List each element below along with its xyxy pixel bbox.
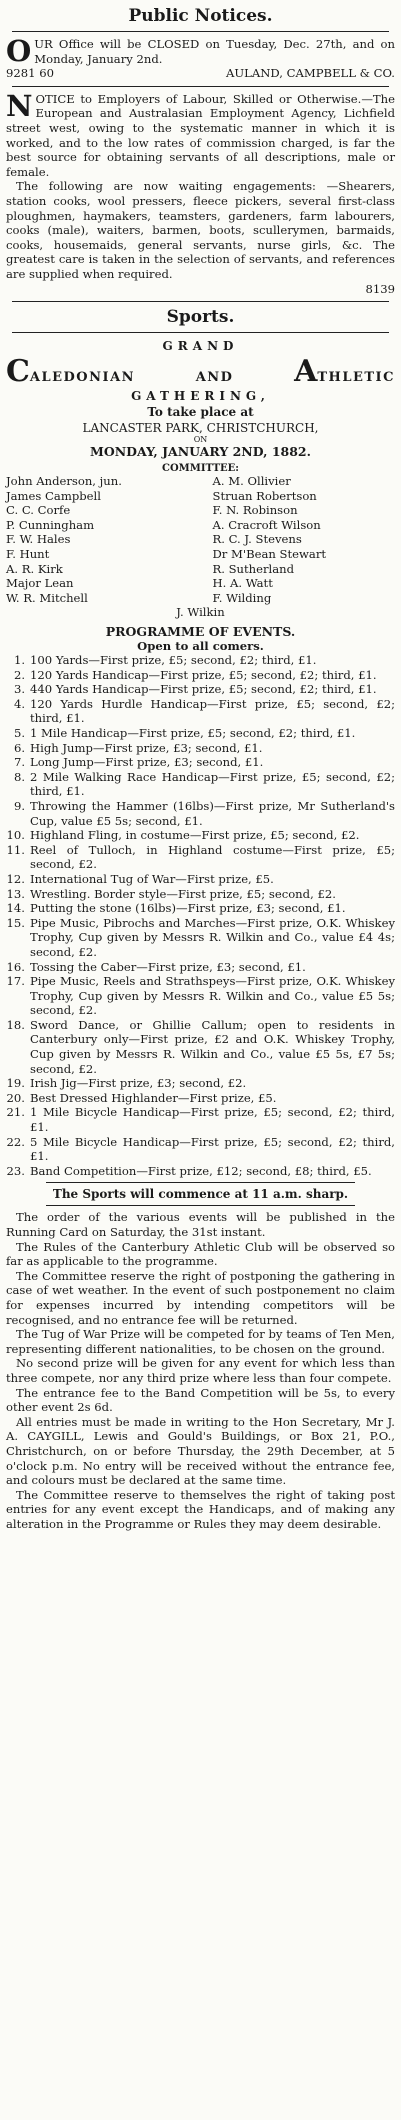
- committee-member: Struan Robertson: [212, 488, 317, 503]
- venue: LANCASTER PARK, CHRISTCHURCH,: [82, 421, 319, 436]
- committee-member: F. W. Hales: [6, 532, 71, 547]
- divider: [46, 1182, 355, 1183]
- committee-member: F. Hunt: [6, 547, 50, 562]
- event-text: Highland Fling, in costume—First prize, £5; second, £2.: [30, 828, 360, 843]
- committee-member: C. C. Corfe: [6, 503, 71, 518]
- event-item: [6, 799, 395, 828]
- event-text: 120 Yards Hurdle Handicap—First prize, £5; second, £2; third, £1.: [30, 696, 395, 726]
- event-date: MONDAY, JANUARY 2ND, 1882.: [90, 444, 311, 460]
- caledonian-athletic-title: CALEDONIAN AND ATHLETIC: [6, 354, 395, 390]
- committee-member: P. Cunningham: [6, 517, 95, 532]
- divider: [12, 332, 389, 333]
- rules-paragraph: The Committee reserve the right of postponing the gathering in case of wet weather. In the event of such postponement no claim for expenses incurred by intending competitors will be recognised, and no entrance fee will be returned.: [6, 1268, 395, 1327]
- event-number: 23.: [6, 1163, 25, 1178]
- event-number: 8.: [13, 769, 25, 784]
- office-closed-notice: [6, 34, 395, 81]
- rules-paragraph: The Tug of War Prize will be competed for by teams of Ten Men, representing different nationalities, to be chosen on the ground.: [6, 1327, 395, 1356]
- event-text: Sword Dance, or Ghillie Callum; open to residents in Canterbury only—First prize, £2 and O.K. Whiskey Trophy, Cup given by Messrs R. Wilkin and Co., value £5 5s, £7 5s; second, £2.: [30, 1017, 395, 1076]
- event-item: [6, 1076, 395, 1091]
- notice1-signature: AULAND, CAMPBELL & CO.: [226, 66, 395, 81]
- event-number: 21.: [6, 1105, 25, 1120]
- open-to-all: Open to all comers.: [137, 639, 264, 654]
- event-item: [6, 682, 395, 697]
- divider: [46, 1205, 355, 1206]
- commence-notice: The Sports will commence at 11 a.m. sharp.: [52, 1187, 349, 1202]
- event-number: 16.: [6, 959, 25, 974]
- event-number: 11.: [6, 842, 25, 857]
- event-text: Pipe Music, Reels and Strathspeys—First prize, O.K. Whiskey Trophy, Cup given by Messrs R. Wilkin and Co., value £5 5s; second, £2.: [30, 974, 395, 1018]
- event-text: Long Jump—First prize, £3; second, £1.: [30, 755, 264, 770]
- events-list: [6, 653, 395, 1178]
- dropcap-o: O: [6, 34, 32, 68]
- event-text: Pipe Music, Pibrochs and Marches—First prize, O.K. Whiskey Trophy, Cup given by Messrs R. Wilkin and Co., value £4 4s; second, £2.: [30, 915, 395, 959]
- event-number: 20.: [6, 1090, 25, 1105]
- committee-last: J. Wilkin: [176, 605, 225, 620]
- event-text: 1 Mile Handicap—First prize, £5; second, £2; third, £1.: [30, 726, 356, 740]
- event-item: [6, 1091, 395, 1106]
- event-item: [6, 1135, 395, 1164]
- event-item: [6, 916, 395, 960]
- event-item: [6, 653, 395, 668]
- event-item: [6, 828, 395, 843]
- divider: [12, 86, 389, 87]
- sports-heading: Sports.: [166, 307, 235, 328]
- committee-member: W. R. Mitchell: [6, 590, 88, 605]
- on-label: ON: [193, 435, 208, 445]
- event-text: Throwing the Hammer (16lbs)—First prize, Mr Sutherland's Cup, value £5 5s; second, £1.: [30, 798, 395, 828]
- committee-label: COMMITTEE:: [162, 463, 239, 475]
- committee-right: [201, 474, 396, 605]
- employment-agency-notice: [6, 88, 395, 296]
- committee-member: Major Lean: [6, 576, 74, 591]
- event-number: 5.: [13, 726, 25, 740]
- event-item: [6, 755, 395, 770]
- notice1-text: UR Office will be CLOSED on Tuesday, Dec. 27th, and on Monday, January 2nd.: [34, 37, 395, 66]
- committee-member: F. N. Robinson: [212, 503, 298, 518]
- event-item: [6, 974, 395, 1018]
- event-number: 17.: [6, 974, 25, 989]
- event-text: International Tug of War—First prize, £5.: [30, 871, 274, 886]
- gathering-label: GATHERING,: [131, 389, 270, 404]
- event-text: Reel of Tulloch, in Highland costume—First prize, £5; second, £2.: [30, 842, 395, 872]
- committee-member: Dr M'Bean Stewart: [212, 547, 327, 562]
- event-text: 2 Mile Walking Race Handicap—First prize, £5; second, £2; third, £1.: [30, 769, 395, 799]
- event-item: [6, 872, 395, 887]
- rules-paragraphs: [6, 1210, 395, 1531]
- event-number: 18.: [6, 1017, 25, 1032]
- event-number: 4.: [13, 696, 25, 711]
- event-number: 19.: [6, 1076, 25, 1091]
- event-item: [6, 843, 395, 872]
- committee-list: [6, 474, 395, 605]
- event-item: [6, 1018, 395, 1076]
- committee-member: A. R. Kirk: [6, 561, 63, 576]
- grand-label: GRAND: [162, 339, 239, 354]
- event-item: [6, 960, 395, 975]
- to-take-place: To take place at: [147, 405, 254, 420]
- rules-paragraph: No second prize will be given for any event for which less than three compete, nor any third prize where less than four compete.: [6, 1356, 395, 1385]
- event-item: [6, 697, 395, 726]
- committee-member: A. Cracroft Wilson: [212, 517, 321, 532]
- event-item: [6, 1105, 395, 1134]
- event-item: [6, 1164, 395, 1179]
- event-number: 15.: [6, 915, 25, 930]
- event-item: [6, 901, 395, 916]
- committee-member: John Anderson, jun.: [6, 474, 122, 489]
- event-number: 14.: [6, 901, 25, 916]
- committee-member: R. Sutherland: [212, 561, 295, 576]
- event-text: Band Competition—First prize, £12; second, £8; third, £5.: [30, 1163, 372, 1178]
- notice2-ref: 8139: [365, 281, 395, 296]
- event-text: Putting the stone (16lbs)—First prize, £3; second, £1.: [30, 901, 346, 916]
- event-text: 1 Mile Bicycle Handicap—First prize, £5; second, £2; third, £1.: [30, 1105, 395, 1135]
- event-text: Best Dressed Highlander—First prize, £5.: [30, 1090, 277, 1105]
- event-number: 10.: [6, 828, 25, 843]
- event-text: Tossing the Caber—First prize, £3; second, £1.: [30, 959, 306, 974]
- event-number: 22.: [6, 1134, 25, 1149]
- event-text: 120 Yards Handicap—First prize, £5; second, £2; third, £1.: [30, 667, 377, 682]
- event-text: 5 Mile Bicycle Handicap—First prize, £5; second, £2; third, £1.: [30, 1134, 395, 1164]
- event-number: 2.: [13, 667, 25, 682]
- event-item: [6, 770, 395, 799]
- committee-member: H. A. Watt: [212, 576, 273, 591]
- rules-paragraph: The Rules of the Canterbury Athletic Club will be observed so far as applicable to the programme.: [6, 1239, 395, 1269]
- committee-left: [6, 474, 201, 605]
- committee-member: A. M. Ollivier: [212, 474, 291, 489]
- notice2-text2: The following are now waiting engagements: —Shearers, station cooks, wool pressers, fleece pickers, several first-class ploughmen, haymakers, teamsters, gardeners, farm labourers, cooks (male), waiters, barmen, boots, scullerymen, barmaids, cooks, housemaids, general servants, nurse girls, &c. The greatest care is taken in the selection of servants, and references are supplied when required.: [6, 179, 395, 281]
- committee-member: F. Wilding: [212, 590, 272, 605]
- event-number: 9.: [13, 798, 25, 813]
- event-text: Wrestling. Border style—First prize, £5; second, £2.: [30, 886, 336, 901]
- rules-paragraph: All entries must be made in writing to the Hon Secretary, Mr J. A. CAYGILL, Lewis and Gould's Buildings, or Box 21, P.O., Christchurch, on or before Thursday, the 29th December, at 5 o'clock p.m. No entry will be received without the entrance fee, and colours must be declared at the same time.: [6, 1414, 395, 1488]
- notice2-text: OTICE to Employers of Labour, Skilled or Otherwise.—The European and Australasian Employment Agency, Lichfield street west, owing to the systematic manner in which it is worked, and to the low rates of commission charged, is far the best source for obtaining servants of all descriptions, male or female.: [6, 91, 395, 179]
- event-number: 13.: [6, 886, 25, 901]
- event-text: 440 Yards Handicap—First prize, £5; second, £2; third, £1.: [30, 682, 377, 697]
- notice1-ref: 9281 60: [6, 66, 54, 81]
- committee-member: R. C. J. Stevens: [212, 532, 302, 547]
- event-number: 12.: [6, 871, 25, 886]
- rules-paragraph: The entrance fee to the Band Competition will be 5s, to every other event 2s 6d.: [6, 1385, 395, 1415]
- public-notices-heading: Public Notices.: [128, 6, 273, 26]
- event-text: 100 Yards—First prize, £5; second, £2; third, £1.: [30, 653, 317, 668]
- event-number: 6.: [13, 740, 25, 755]
- event-number: 3.: [13, 682, 25, 697]
- event-text: High Jump—First prize, £3; second, £1.: [30, 740, 263, 755]
- programme-heading: PROGRAMME OF EVENTS.: [105, 624, 296, 640]
- event-item: [6, 887, 395, 902]
- event-number: 1.: [13, 653, 25, 668]
- event-item: [6, 741, 395, 756]
- event-item: [6, 726, 395, 741]
- event-number: 7.: [13, 755, 25, 770]
- event-text: Irish Jig—First prize, £3; second, £2.: [30, 1076, 247, 1091]
- newspaper-page: [6, 0, 395, 1531]
- rules-paragraph: The Committee reserve to themselves the right of taking post entries for any event except the Handicaps, and of making any alteration in the Programme or Rules they may deem desirable.: [6, 1487, 395, 1531]
- dropcap-n: N: [6, 88, 33, 123]
- rules-paragraph: The order of the various events will be published in the Running Card on Saturday, the 31st instant.: [6, 1210, 395, 1239]
- divider: [12, 31, 389, 32]
- event-item: [6, 668, 395, 683]
- divider: [12, 301, 389, 302]
- committee-member: James Campbell: [6, 488, 101, 503]
